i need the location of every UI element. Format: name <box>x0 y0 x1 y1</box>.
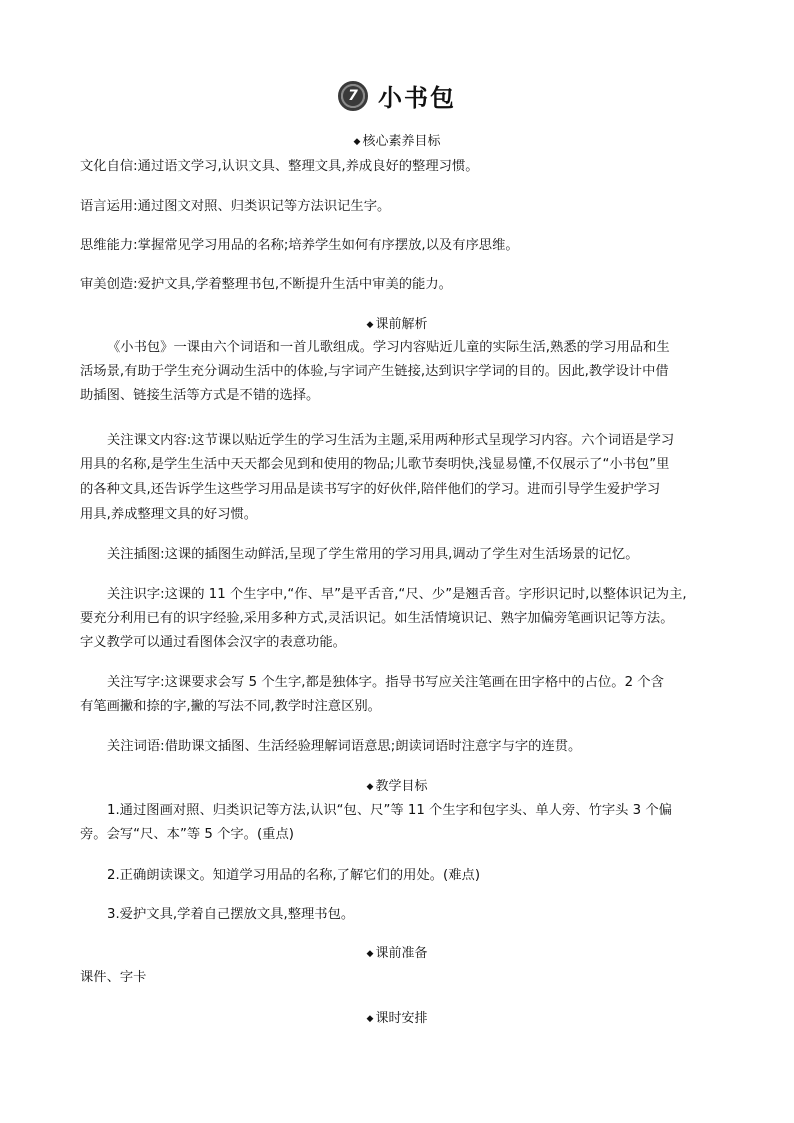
section-heading-analysis: ◆ 课前解析 <box>366 317 428 332</box>
analysis-para-4-line-3: 字义教学可以通过看图体会汉字的表意功能。 <box>80 635 346 650</box>
analysis-para-1-line-3: 助插图、链接生活等方式是不错的选择。 <box>80 388 320 403</box>
analysis-para-5-line-2: 有笔画撇和捺的字,撇的写法不同,教学时注意区别。 <box>80 699 381 714</box>
analysis-para-5-line-1: 关注写字:这课要求会写 5 个生字,都是独体字。指导书写应关注笔画在田字格中的占位。2 个含 <box>107 675 664 690</box>
objective-1-line-1: 1.通过图画对照、归类识记等方法,认识“包、尺”等 11 个生字和包字头、单人旁、竹字头 3 个偏 <box>107 803 672 818</box>
analysis-para-6: 关注词语:借助课文插图、生活经验理解词语意思;朗读词语时注意字与字的连贯。 <box>107 739 582 754</box>
goal-aesthetics: 审美创造:爱护文具,学着整理书包,不断提升生活中审美的能力。 <box>80 277 452 292</box>
analysis-para-1-line-1: 《小书包》一课由六个词语和一首儿歌组成。学习内容贴近儿童的实际生活,熟悉的学习用品和生 <box>107 340 670 355</box>
section-heading-objectives: ◆ 教学目标 <box>366 779 428 794</box>
section-heading-goals: ◆ 核心素养目标 <box>353 134 441 149</box>
diamond-bullet-icon: ◆ <box>366 782 374 792</box>
diamond-bullet-icon: ◆ <box>353 137 361 147</box>
analysis-para-3: 关注插图:这课的插图生动鲜活,呈现了学生常用的学习用具,调动了学生对生活场景的记忆。 <box>107 547 639 562</box>
goal-language: 语言运用:通过图文对照、归类识记等方法识记生字。 <box>80 199 391 214</box>
lesson-title: 小书包 <box>378 84 456 112</box>
analysis-para-1-line-2: 活场景,有助于学生充分调动生活中的体验,与字词产生链接,达到识字学词的目的。因此,教学设计中借 <box>80 364 669 379</box>
analysis-para-4-line-2: 要充分利用已有的识字经验,采用多种方式,灵活识记。如生活情境识记、熟字加偏旁笔画识记等方法。 <box>80 611 674 626</box>
analysis-para-4-line-1: 关注识字:这课的 11 个生字中,“作、早”是平舌音,“尺、少”是翘舌音。字形识记时,以整体识记为主, <box>107 587 687 602</box>
analysis-para-2-line-2: 用具的名称,是学生生活中天天都会见到和使用的物品;儿歌节奏明快,浅显易懂,不仅展示了“小书包”里 <box>80 457 670 472</box>
objective-1-line-2: 旁。会写“尺、本”等 5 个字。(重点) <box>80 827 294 842</box>
objective-3: 3.爱护文具,学着自己摆放文具,整理书包。 <box>107 907 355 922</box>
lesson-number: 7 <box>343 86 363 106</box>
analysis-para-2-line-4: 用具,养成整理文具的好习惯。 <box>80 507 258 522</box>
prep-content: 课件、字卡 <box>80 970 147 985</box>
section-heading-schedule: ◆ 课时安排 <box>366 1011 428 1026</box>
lesson-number-badge <box>338 81 368 111</box>
diamond-bullet-icon: ◆ <box>366 949 374 959</box>
diamond-bullet-icon: ◆ <box>366 1014 374 1024</box>
diamond-bullet-icon: ◆ <box>366 320 374 330</box>
goal-culture: 文化自信:通过语文学习,认识文具、整理文具,养成良好的整理习惯。 <box>80 159 479 174</box>
analysis-para-2-line-3: 的各种文具,还告诉学生这些学习用品是读书写字的好伙伴,陪伴他们的学习。进而引导学生爱护学习 <box>80 482 661 497</box>
section-heading-prep: ◆ 课前准备 <box>366 946 428 961</box>
lesson-header <box>0 78 794 113</box>
objective-2: 2.正确朗读课文。知道学习用品的名称,了解它们的用处。(难点) <box>107 868 481 883</box>
goal-thinking: 思维能力:掌握常见学习用品的名称;培养学生如何有序摆放,以及有序思维。 <box>80 238 519 253</box>
analysis-para-2-line-1: 关注课文内容:这节课以贴近学生的学习生活为主题,采用两种形式呈现学习内容。六个词语是学习 <box>107 433 675 448</box>
